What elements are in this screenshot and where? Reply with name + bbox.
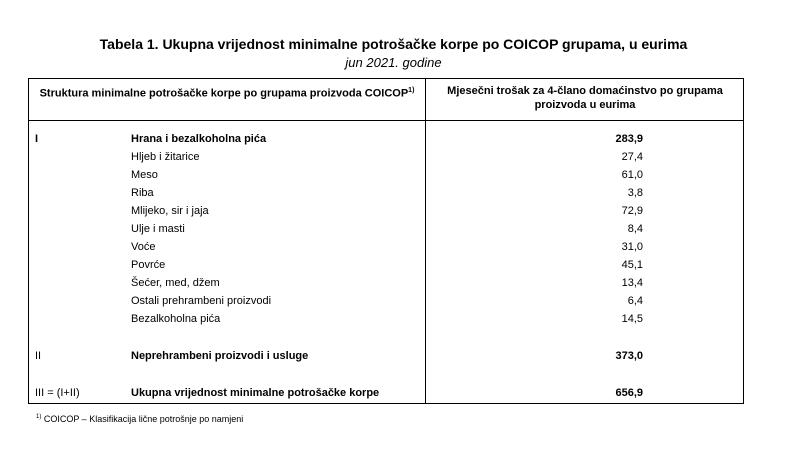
row-label: Voće	[131, 241, 156, 253]
table-row	[29, 221, 743, 239]
table-row	[29, 275, 743, 293]
header-monthly-cost: Mjesečni trošak za 4-člano domaćinstvo po grupama proizvoda u eurima	[447, 85, 723, 111]
row-label: Neprehrambeni proizvodi i usluge	[131, 350, 309, 362]
row-value: 13,4	[621, 277, 643, 289]
row-label: Šećer, med, džem	[131, 277, 220, 289]
row-label: Hrana i bezalkoholna pića	[131, 133, 267, 145]
data-table	[28, 78, 744, 404]
table-row	[29, 385, 743, 403]
row-value: 72,9	[621, 205, 643, 217]
row-value: 373,0	[615, 350, 643, 362]
row-label: Ulje i masti	[131, 223, 185, 235]
header-structure-text: Struktura minimalne potrošačke korpe po grupama proizvoda COICOP	[39, 87, 409, 100]
row-label: Mlijeko, sir i jaja	[131, 205, 209, 217]
row-value: 3,8	[627, 187, 643, 199]
footnote-marker: 1)	[36, 414, 42, 420]
footnote-text: COICOP – Klasifikacija lične potrošnje po namjeni	[41, 414, 244, 424]
header-footnote-marker: 1)	[408, 87, 415, 94]
row-label: Meso	[131, 169, 158, 181]
header-structure	[29, 84, 425, 101]
table-row	[29, 311, 743, 329]
table-subtitle: jun 2021. godine	[345, 55, 442, 70]
table-row	[29, 185, 743, 203]
row-label: Povrće	[131, 259, 166, 271]
row-value: 61,0	[621, 169, 643, 181]
table-row	[29, 131, 743, 149]
table-row	[29, 239, 743, 257]
row-value: 8,4	[627, 223, 643, 235]
table-row	[29, 167, 743, 185]
table-row	[29, 257, 743, 275]
row-value: 283,9	[615, 133, 643, 145]
row-code: II	[35, 350, 42, 362]
row-label: Hljeb i žitarice	[131, 151, 200, 163]
row-value: 14,5	[621, 313, 643, 325]
table-title: Tabela 1. Ukupna vrijednost minimalne potrošačke korpe po COICOP grupama, u eurima	[99, 36, 688, 52]
table-row	[29, 293, 743, 311]
row-value: 656,9	[615, 387, 643, 399]
table-row	[29, 203, 743, 221]
table-row	[29, 348, 743, 366]
row-label: Ostali prehrambeni proizvodi	[131, 295, 272, 307]
row-label: Bezalkoholna pića	[131, 313, 221, 325]
row-value: 45,1	[621, 259, 643, 271]
row-label: Ukupna vrijednost minimalne potrošačke korpe	[131, 387, 380, 399]
row-code: III = (I+II)	[35, 387, 80, 399]
row-code: I	[35, 133, 39, 145]
row-value: 27,4	[621, 151, 643, 163]
row-value: 31,0	[621, 241, 643, 253]
table-row	[29, 149, 743, 167]
header-divider	[29, 120, 743, 121]
row-label: Riba	[131, 187, 154, 199]
row-value: 6,4	[627, 295, 643, 307]
footnote	[36, 414, 243, 424]
